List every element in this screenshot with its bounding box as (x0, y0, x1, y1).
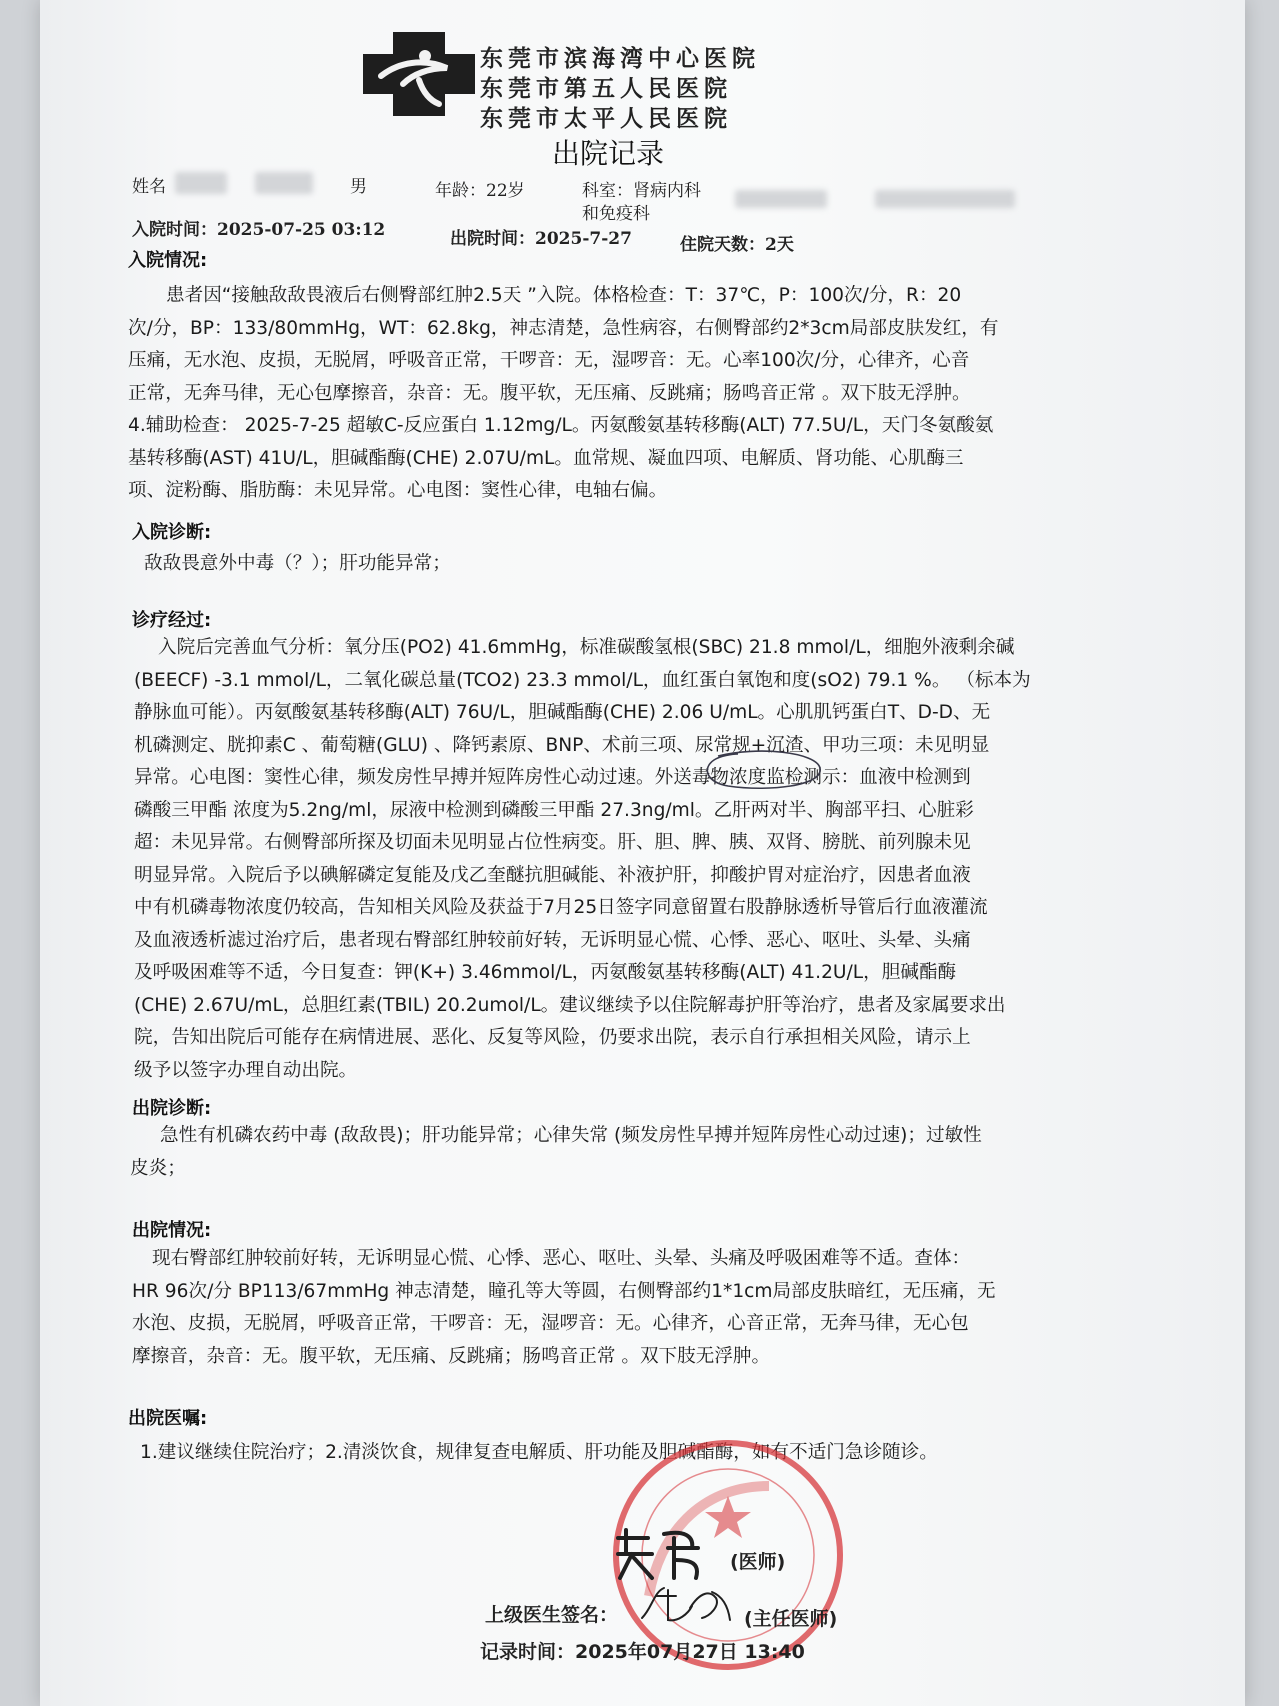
patient-age: 年龄：22岁 (435, 181, 525, 201)
senior-doctor-title: (主任医师) (744, 1608, 838, 1630)
admission-status-text (128, 280, 1208, 508)
handwritten-circle-annotation (698, 748, 828, 794)
redacted-patient-id (255, 172, 313, 194)
text-line: (CHE) 2.67U/mL，总胆红素(TBIL) 20.2umol/L。建议继续予以住院解毒护肝等治疗，患者及家属要求出 (134, 994, 1006, 1016)
hospital-name-1: 东莞市滨海湾中心医院 (480, 45, 760, 72)
text-line: 及呼吸困难等不适，今日复查：钾(K+) 3.46mmol/L，丙氨酸氨基转移酶(ALT) 41.2U/L，胆碱酯酶 (134, 962, 957, 983)
text-line: 水泡、皮损，无脱屑，呼吸音正常，干啰音：无，湿啰音：无。心律齐，心音正常，无奔马律，无心包 (132, 1313, 969, 1334)
text-line: 次/分，BP：133/80mmHg，WT：62.8kg，神志清楚，急性病容，右侧臀部约2*3cm局部皮肤发红，有 (128, 317, 999, 339)
admission-diagnosis-text (144, 548, 1204, 581)
redacted-bed-number (735, 190, 827, 208)
hospital-name-3: 东莞市太平人民医院 (480, 105, 732, 132)
department-line-2: 和免疫科 (582, 204, 650, 224)
text-line: 机磷测定、胱抑素C 、葡萄糖(GLU) 、降钙素原、BNP、术前三项、尿常规+沉渣、甲功三项：未见明显 (134, 734, 990, 756)
patient-gender: 男 (350, 177, 367, 197)
text-line: 静脉血可能）。丙氨酸氨基转移酶(ALT) 76U/L，胆碱酯酶(CHE) 2.06 U/mL。心肌肌钙蛋白T、D-D、无 (134, 702, 991, 723)
text-line: 急性有机磷农药中毒 (敌敌畏)；肝功能异常；心律失常 (频发房性早搏并短阵房性心动过速)；过敏性 (160, 1125, 982, 1146)
text-line: HR 96次/分 BP113/67mmHg 神志清楚，瞳孔等大等圆，右侧臀部约1*1cm局部皮肤暗红，无压痛，无 (132, 1280, 996, 1302)
discharge-status-heading: 出院情况: (132, 1220, 212, 1241)
redacted-patient-name (175, 172, 227, 194)
treatment-course-heading: 诊疗经过: (132, 610, 212, 631)
text-line: 院，告知出院后可能存在病情进展、恶化、反复等风险，仍要求出院，表示自行承担相关风险，请示上 (134, 1027, 971, 1048)
text-line: 正常，无奔马律，无心包摩擦音，杂音：无。腹平软，无压痛、反跳痛；肠鸣音正常 。双下肢无浮肿。 (128, 382, 971, 404)
redacted-record-number (875, 190, 1015, 208)
text-line: 压痛，无水泡、皮损，无脱屑，呼吸音正常，干啰音：无，湿啰音：无。心率100次/分，心律齐，心音 (128, 350, 970, 371)
text-line: 基转移酶(AST) 41U/L，胆碱酯酶(CHE) 2.07U/mL。血常规、凝血四项、电解质、肾功能、心肌酶三 (128, 447, 964, 469)
record-time: 记录时间：2025年07月27日 13:40 (480, 1641, 805, 1663)
text-line: 及血液透析滤过治疗后，患者现右臀部红肿较前好转，无诉明显心慌、心悸、恶心、呕吐、头晕、头痛 (134, 929, 971, 951)
text-line: 入院后完善血气分析：氧分压(PO2) 41.6mmHg，标准碳酸氢根(SBC) 21.8 mmol/L，细胞外液剩余碱 (158, 637, 1015, 658)
text-line: 4.辅助检查： 2025-7-25 超敏C-反应蛋白 1.12mg/L。丙氨酸氨基转移酶(ALT) 77.5U/L，天门冬氨酸氨 (128, 415, 994, 436)
text-line: 异常。心电图：窦性心律，频发房性早搏并短阵房性心动过速。外送毒物浓度监检测示：血液中检测到 (134, 767, 971, 788)
doctor-handwritten-signature (612, 1524, 732, 1584)
document-title: 出院记录 (552, 137, 665, 170)
senior-doctor-label: 上级医生签名： (485, 1604, 619, 1626)
discharge-time: 出院时间：2025-7-27 (450, 229, 632, 249)
hospital-cross-logo-icon (363, 32, 475, 116)
text-line: 超：未见异常。右侧臀部所探及切面未见明显占位性病变。肝、胆、脾、胰、双肾、膀胱、前列腺未见 (134, 832, 971, 853)
text-line: 中有机磷毒物浓度仍较高，告知相关风险及获益于7月25日签字同意留置右股静脉透析导管后行血液灌流 (134, 897, 988, 918)
text-line: 摩擦音，杂音：无。腹平软，无压痛、反跳痛；肠鸣音正常 。双下肢无浮肿。 (132, 1345, 771, 1367)
senior-doctor-handwritten-signature (638, 1578, 738, 1628)
discharge-diagnosis-heading: 出院诊断: (132, 1098, 212, 1119)
doctor-title: (医师) (730, 1551, 786, 1573)
text-line: 敌敌畏意外中毒（？）；肝功能异常； (144, 553, 451, 574)
hospital-name-2: 东莞市第五人民医院 (480, 75, 732, 102)
text-line: 项、淀粉酶、脂肪酶：未见异常。心电图：窦性心律，电轴右偏。 (128, 480, 668, 501)
text-line: 患者因“接触敌敌畏液后右侧臀部红肿2.5天 ”入院。体格检查：T：37℃，P：100次/分，R：20 (166, 285, 962, 306)
text-line: 明显异常。入院后予以碘解磷定复能及戊乙奎醚抗胆碱能、补液护肝，抑酸护胃对症治疗，因患者血液 (134, 864, 971, 886)
text-line: (BEECF) -3.1 mmol/L，二氧化碳总量(TCO2) 23.3 mmol/L，血红蛋白氧饱和度(sO2) 79.1 %。 （标本为 (134, 669, 1031, 691)
text-line: 级予以签字办理自动出院。 (134, 1059, 358, 1081)
department-line-1: 科室：肾病内科 (582, 181, 701, 201)
text-line: 皮炎； (130, 1157, 186, 1179)
text-line: 现右臀部红肿较前好转，无诉明显心慌、心悸、恶心、呕吐、头晕、头痛及呼吸困难等不适。查体： (152, 1248, 971, 1269)
text-line: 磷酸三甲酯 浓度为5.2ng/ml，尿液中检测到磷酸三甲酯 27.3ng/ml。乙肝两对半、胸部平扫、心脏彩 (134, 799, 974, 821)
discharge-record-paper (40, 0, 1245, 1706)
admission-status-heading: 入院情况: (128, 250, 208, 271)
stay-days: 住院天数：2天 (680, 235, 794, 255)
treatment-course-text (134, 632, 1214, 1087)
admission-diagnosis-heading: 入院诊断: (132, 522, 212, 543)
discharge-status-text (132, 1243, 1222, 1373)
admission-time: 入院时间：2025-07-25 03:12 (132, 220, 386, 240)
discharge-diagnosis-text (130, 1120, 1210, 1185)
text-line: 1.建议继续住院治疗；2.清淡饮食，规律复查电解质、肝功能及胆碱酯酶，如有不适门急诊随诊。 (140, 1442, 938, 1463)
patient-name-label: 姓名 (132, 177, 166, 197)
discharge-orders-heading: 出院医嘱: (128, 1408, 208, 1429)
